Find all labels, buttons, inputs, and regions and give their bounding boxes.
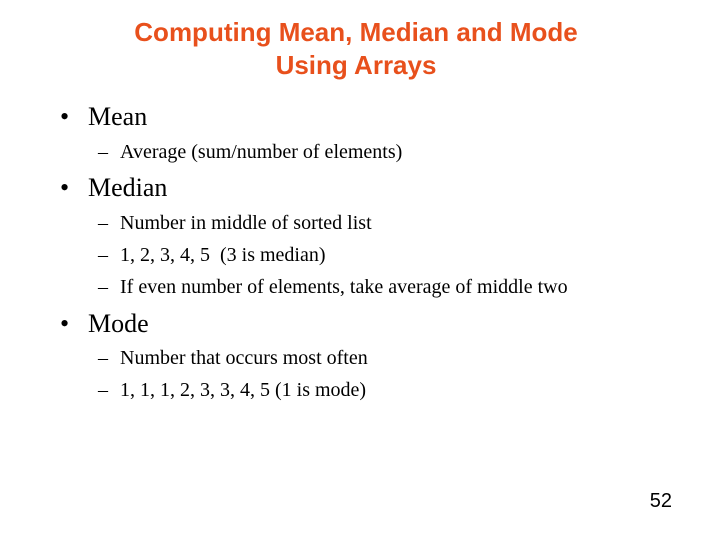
sub-bullet <box>98 141 402 164</box>
sub-bullet-text: 1, 2, 3, 4, 5 (3 is median) <box>120 244 326 266</box>
sub-bullet <box>98 276 568 299</box>
bullet-label: Mean <box>88 102 148 131</box>
bullet-mean <box>60 102 147 132</box>
sub-bullet <box>98 244 326 267</box>
dash-icon: – <box>98 276 108 298</box>
bullet-label: Median <box>88 173 168 202</box>
dash-icon: – <box>98 212 108 234</box>
bullet-icon: • <box>60 173 70 202</box>
bullet-median <box>60 173 167 203</box>
bullet-icon: • <box>60 102 70 131</box>
slide-title <box>0 16 712 82</box>
sub-bullet <box>98 347 368 370</box>
sub-bullet-text: If even number of elements, take average of middle two <box>120 276 568 298</box>
sub-bullet-text: Number that occurs most often <box>120 347 368 369</box>
dash-icon: – <box>98 379 108 401</box>
sub-bullet-text: 1, 1, 1, 2, 3, 3, 4, 5 (1 is mode) <box>120 379 367 401</box>
bullet-mode <box>60 309 149 339</box>
sub-bullet <box>98 212 372 235</box>
sub-bullet-text: Number in middle of sorted list <box>120 212 372 234</box>
dash-icon: – <box>98 347 108 369</box>
title-line-1: Computing Mean, Median and Mode <box>134 17 578 47</box>
sub-bullet-text: Average (sum/number of elements) <box>120 141 403 163</box>
dash-icon: – <box>98 141 108 163</box>
title-line-2: Using Arrays <box>275 50 437 80</box>
bullet-label: Mode <box>88 309 149 338</box>
dash-icon: – <box>98 244 108 266</box>
sub-bullet <box>98 379 366 402</box>
bullet-icon: • <box>60 309 70 338</box>
page-number: 52 <box>649 490 672 512</box>
